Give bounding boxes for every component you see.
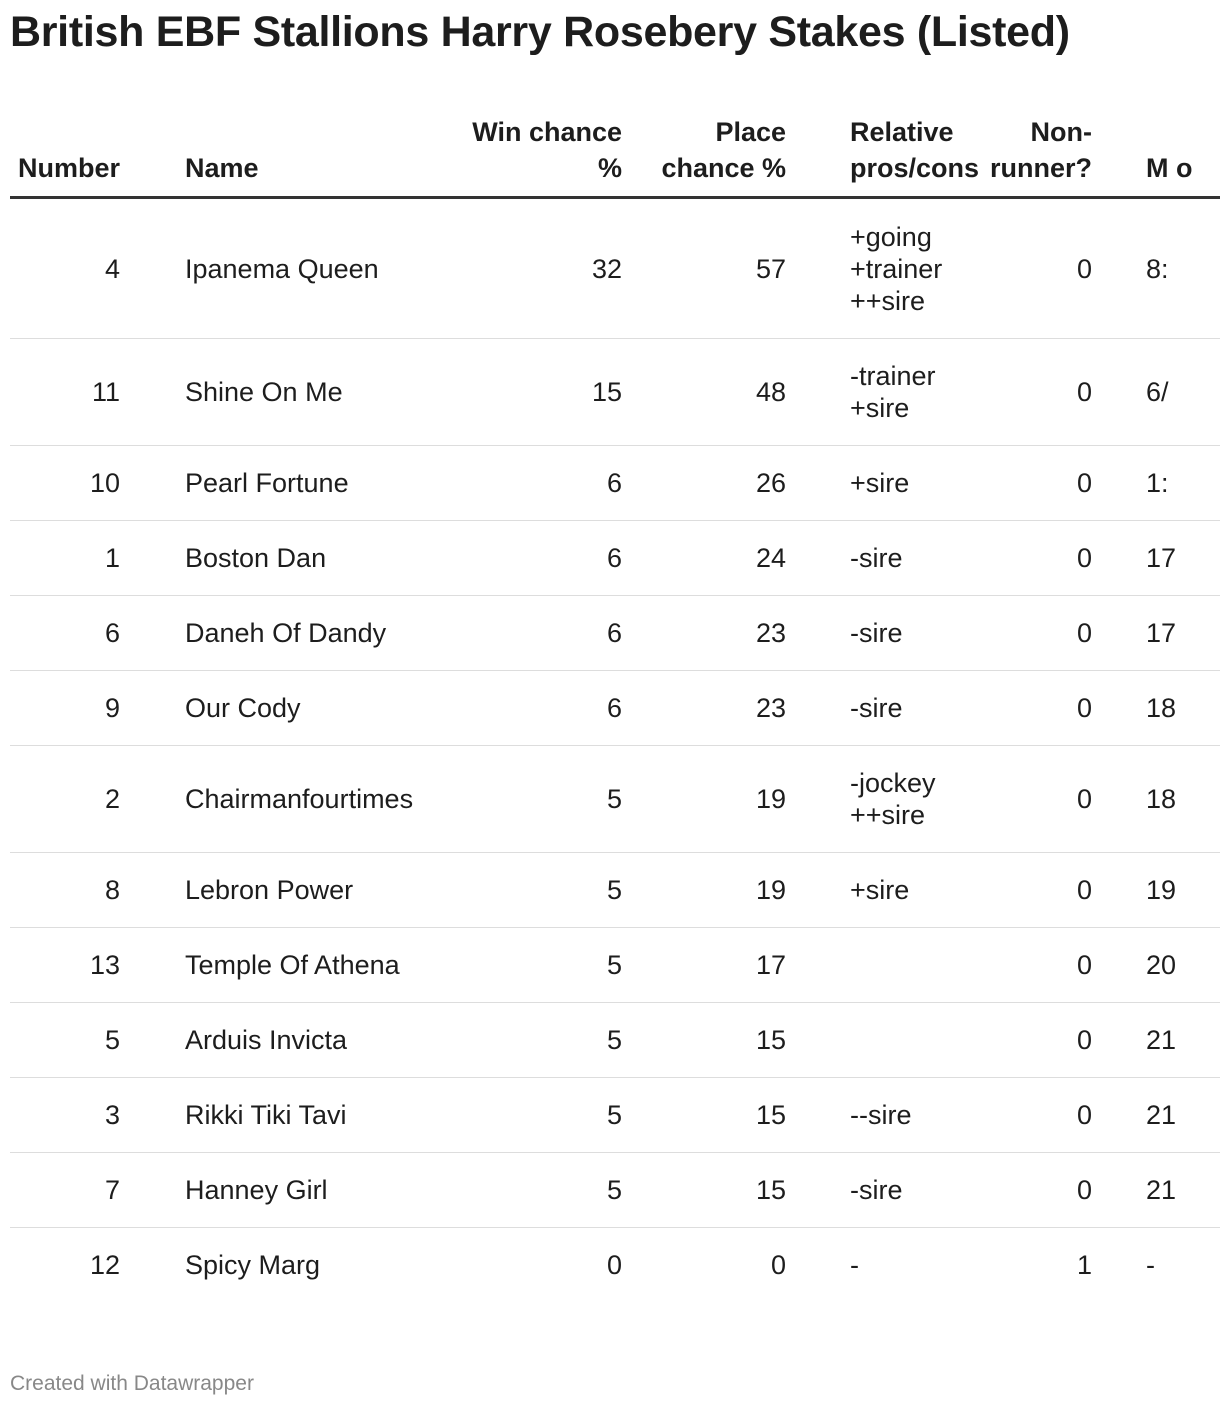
cell-place-chance [630,746,794,853]
cell-name-text: Spicy Marg [185,1250,321,1280]
cell-non-runner [980,928,1126,1003]
cell-non-runner [980,1228,1126,1303]
cell-number-text: 9 [104,693,120,723]
cell-name [170,1003,470,1078]
cell-relative [794,1153,980,1228]
cell-relative-text: - [850,1250,859,1280]
cell-name [170,198,470,339]
cell-place-chance-text: 19 [755,784,786,814]
cell-win-chance [470,671,630,746]
cell-non-runner-text: 0 [1076,618,1092,648]
cell-place-chance-text: 23 [755,618,786,648]
cell-number-text: 8 [104,875,120,905]
cell-place-chance [630,446,794,521]
cell-name [170,521,470,596]
cell-place-chance-text: 24 [755,543,786,573]
table-body [10,198,1220,1303]
cell-place-chance [630,1078,794,1153]
cell-non-runner [980,596,1126,671]
cell-win-chance-text: 15 [591,377,622,407]
cell-number-text: 10 [89,468,120,498]
cell-non-runner-text: 0 [1076,468,1092,498]
cell-odds-text: 19 [1146,875,1177,905]
cell-odds-text: 8: [1146,254,1169,284]
cell-win-chance [470,1153,630,1228]
cell-win-chance [470,446,630,521]
cell-win-chance [470,928,630,1003]
cell-name [170,853,470,928]
cell-name [170,746,470,853]
cell-name [170,671,470,746]
cell-relative-text: +sire [850,875,910,905]
cell-number [10,1003,170,1078]
cell-number-text: 4 [104,254,120,284]
cell-non-runner [980,446,1126,521]
cell-name [170,446,470,521]
cell-win-chance-text: 5 [606,1100,622,1130]
cell-win-chance-text: 5 [606,1025,622,1055]
cell-number [10,198,170,339]
cell-number [10,596,170,671]
cell-number [10,1078,170,1153]
cell-number-text: 3 [104,1100,120,1130]
cell-place-chance-text: 15 [755,1175,786,1205]
cell-number [10,446,170,521]
header-non-runner: Non-runner? [980,110,1126,198]
table-row [10,1228,1220,1303]
cell-win-chance-text: 5 [606,1175,622,1205]
cell-odds [1126,446,1220,521]
cell-non-runner [980,1003,1126,1078]
cell-odds-text: 18 [1146,693,1177,723]
cell-name-text: Hanney Girl [185,1175,328,1205]
header-odds: M o [1126,110,1220,198]
cell-place-chance [630,1153,794,1228]
cell-non-runner [980,521,1126,596]
cell-relative [794,928,980,1003]
cell-win-chance [470,1078,630,1153]
cell-place-chance [630,198,794,339]
cell-relative [794,596,980,671]
cell-relative-text: -sire [850,543,903,573]
cell-place-chance-text: 15 [755,1025,786,1055]
cell-odds [1126,671,1220,746]
cell-non-runner-text: 0 [1076,543,1092,573]
header-win-chance: Win chance % [470,110,630,198]
cell-place-chance [630,339,794,446]
cell-win-chance [470,746,630,853]
cell-number [10,853,170,928]
cell-relative-text: +going +trainer ++sire [850,222,943,316]
cell-relative-text: --sire [850,1100,912,1130]
table-row [10,339,1220,446]
cell-number [10,1153,170,1228]
cell-name-text: Chairmanfourtimes [185,784,414,814]
cell-win-chance-text: 6 [606,468,622,498]
cell-non-runner [980,671,1126,746]
table-row [10,1078,1220,1153]
cell-odds [1126,339,1220,446]
cell-non-runner [980,339,1126,446]
cell-place-chance [630,671,794,746]
cell-non-runner-text: 0 [1076,693,1092,723]
cell-odds [1126,198,1220,339]
cell-win-chance [470,853,630,928]
cell-relative [794,446,980,521]
cell-place-chance-text: 26 [755,468,786,498]
header-row [10,110,1220,198]
table-row [10,928,1220,1003]
table-row [10,1003,1220,1078]
cell-place-chance [630,1003,794,1078]
cell-name [170,339,470,446]
cell-number-text: 2 [104,784,120,814]
cell-place-chance [630,928,794,1003]
cell-number-text: 7 [104,1175,120,1205]
cell-number [10,746,170,853]
cell-name-text: Temple Of Athena [185,950,400,980]
cell-relative-text: -jockey ++sire [850,768,936,830]
cell-win-chance [470,1003,630,1078]
table-row [10,198,1220,339]
cell-non-runner [980,1078,1126,1153]
cell-win-chance-text: 0 [606,1250,622,1280]
cell-non-runner [980,746,1126,853]
cell-name-text: Boston Dan [185,543,327,573]
cell-relative [794,1003,980,1078]
cell-odds [1126,928,1220,1003]
runners-table [10,110,1220,1302]
cell-win-chance [470,1228,630,1303]
cell-win-chance-text: 5 [606,784,622,814]
cell-odds-text: 21 [1146,1175,1177,1205]
cell-name [170,1228,470,1303]
cell-place-chance-text: 15 [755,1100,786,1130]
header-place-chance: Place chance % [630,110,794,198]
cell-odds [1126,1153,1220,1228]
cell-place-chance-text: 19 [755,875,786,905]
cell-odds-text: 6/ [1146,377,1169,407]
cell-odds [1126,596,1220,671]
cell-relative-text: -sire [850,618,903,648]
cell-name-text: Lebron Power [185,875,354,905]
cell-place-chance-text: 0 [770,1250,786,1280]
cell-win-chance [470,198,630,339]
header-relative: Relative pros/cons [794,110,980,198]
cell-non-runner [980,198,1126,339]
cell-place-chance-text: 17 [755,950,786,980]
cell-number [10,1228,170,1303]
cell-name-text: Ipanema Queen [185,254,379,284]
cell-place-chance-text: 57 [755,254,786,284]
cell-non-runner-text: 0 [1076,1025,1092,1055]
cell-name-text: Arduis Invicta [185,1025,348,1055]
cell-odds [1126,1078,1220,1153]
cell-relative [794,198,980,339]
cell-relative [794,339,980,446]
cell-win-chance-text: 6 [606,543,622,573]
cell-name-text: Our Cody [185,693,301,723]
cell-relative-text: -sire [850,1175,903,1205]
cell-win-chance-text: 32 [591,254,622,284]
cell-number [10,521,170,596]
cell-odds-text: - [1146,1250,1155,1280]
cell-relative-text: -trainer +sire [850,361,936,423]
cell-odds-text: 17 [1146,618,1177,648]
cell-non-runner-text: 0 [1076,1175,1092,1205]
cell-place-chance-text: 23 [755,693,786,723]
cell-relative-text: +sire [850,468,910,498]
cell-number-text: 13 [89,950,120,980]
header-name: Name [170,110,470,198]
cell-relative [794,521,980,596]
cell-name [170,1153,470,1228]
cell-number [10,339,170,446]
cell-number-text: 5 [104,1025,120,1055]
table-row [10,853,1220,928]
cell-number [10,928,170,1003]
cell-win-chance-text: 6 [606,618,622,648]
cell-odds-text: 1: [1146,468,1169,498]
cell-relative [794,1078,980,1153]
header-number: Number [10,110,170,198]
cell-odds [1126,853,1220,928]
cell-number [10,671,170,746]
runners-table-container [10,110,1220,1302]
cell-place-chance [630,853,794,928]
cell-non-runner-text: 0 [1076,950,1092,980]
cell-odds-text: 20 [1146,950,1177,980]
cell-place-chance [630,1228,794,1303]
cell-win-chance [470,339,630,446]
cell-non-runner-text: 0 [1076,377,1092,407]
cell-name-text: Pearl Fortune [185,468,349,498]
cell-non-runner-text: 0 [1076,254,1092,284]
cell-non-runner-text: 1 [1076,1250,1092,1280]
cell-relative [794,746,980,853]
footer-credit: Created with Datawrapper [10,1372,254,1395]
table-row [10,446,1220,521]
cell-non-runner-text: 0 [1076,784,1092,814]
cell-name-text: Shine On Me [185,377,343,407]
cell-odds [1126,1228,1220,1303]
cell-win-chance-text: 5 [606,875,622,905]
cell-win-chance-text: 5 [606,950,622,980]
table-row [10,521,1220,596]
table-row [10,746,1220,853]
cell-odds-text: 18 [1146,784,1177,814]
cell-win-chance [470,596,630,671]
cell-odds [1126,521,1220,596]
cell-non-runner-text: 0 [1076,875,1092,905]
cell-number-text: 1 [104,543,120,573]
cell-relative [794,671,980,746]
cell-name-text: Rikki Tiki Tavi [185,1100,347,1130]
cell-number-text: 12 [89,1250,120,1280]
cell-name [170,596,470,671]
cell-number-text: 6 [104,618,120,648]
cell-non-runner-text: 0 [1076,1100,1092,1130]
cell-odds-text: 21 [1146,1100,1177,1130]
cell-non-runner [980,1153,1126,1228]
chart-title: British EBF Stallions Harry Rosebery Stakes (Listed) [10,8,1070,56]
cell-name-text: Daneh Of Dandy [185,618,387,648]
cell-place-chance [630,596,794,671]
cell-number-text: 11 [91,377,120,407]
cell-win-chance [470,521,630,596]
cell-odds-text: 21 [1146,1025,1177,1055]
cell-odds [1126,1003,1220,1078]
cell-odds [1126,746,1220,853]
cell-place-chance-text: 48 [755,377,786,407]
table-row [10,596,1220,671]
table-row [10,1153,1220,1228]
cell-relative [794,1228,980,1303]
cell-non-runner [980,853,1126,928]
cell-odds-text: 17 [1146,543,1177,573]
cell-name [170,1078,470,1153]
cell-win-chance-text: 6 [606,693,622,723]
table-row [10,671,1220,746]
cell-place-chance [630,521,794,596]
cell-name [170,928,470,1003]
cell-relative [794,853,980,928]
cell-relative-text: -sire [850,693,903,723]
